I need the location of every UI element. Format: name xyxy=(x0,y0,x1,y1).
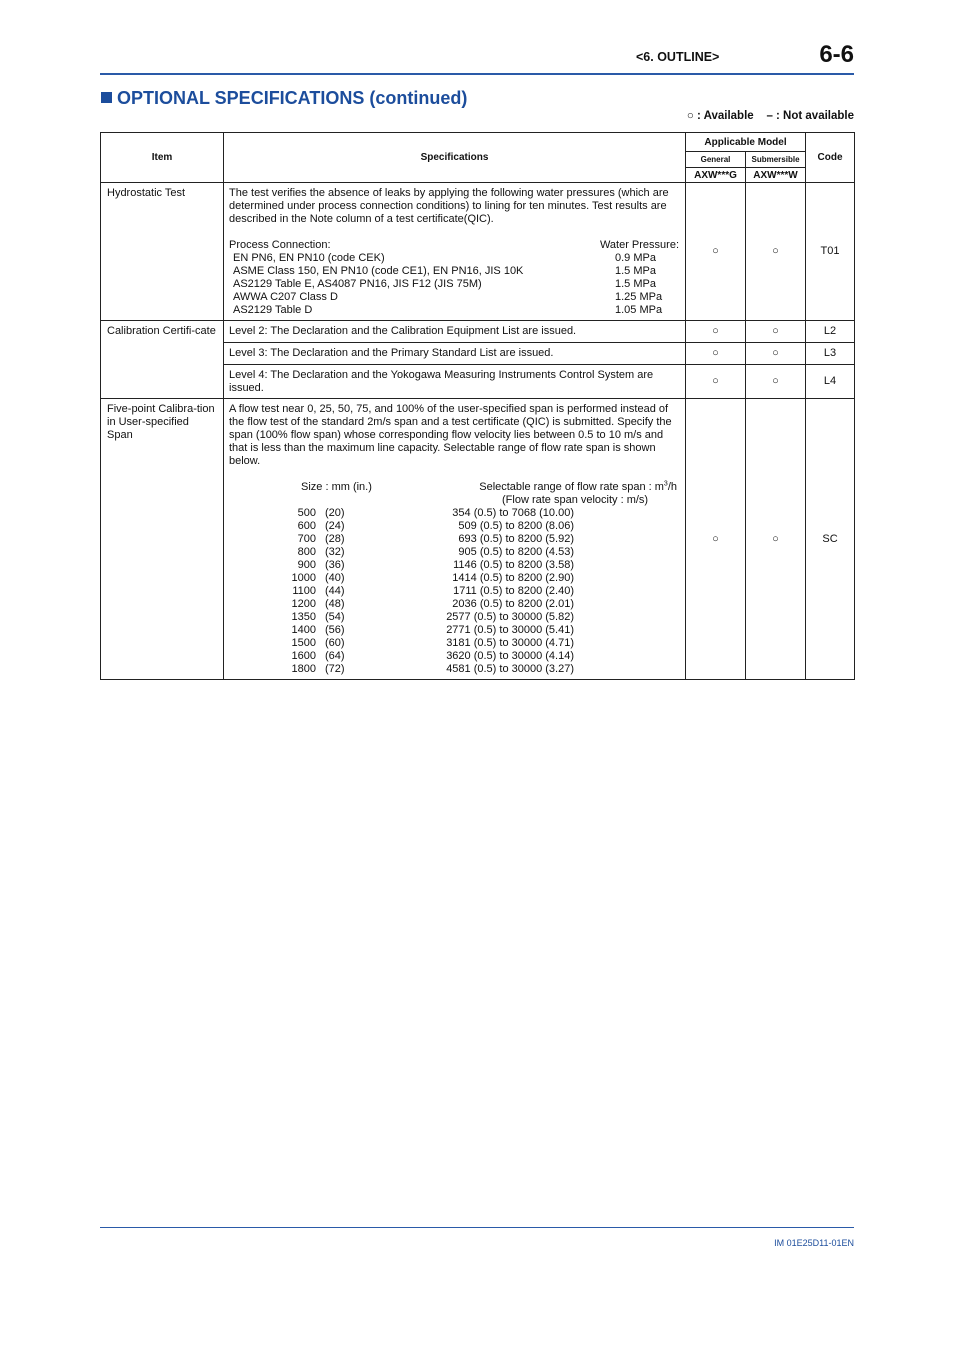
hydrostatic-description: The test verifies the absence of leaks by applying the following water pressures (which are determined under process connection conditions) to lining for ten minutes. Test results are described in the Note column of a test certificate(QIC). xyxy=(229,187,669,225)
size-mm: 1600 xyxy=(291,650,316,662)
flow-range: 3181 (0.5) to 30000 (4.71) xyxy=(446,637,574,649)
flow-range: 2036 (0.5) to 8200 (2.01) xyxy=(452,598,574,610)
header-specifications: Specifications xyxy=(224,133,686,183)
span-rows xyxy=(229,507,679,676)
section-title xyxy=(101,88,467,109)
table-row xyxy=(229,637,679,650)
process-connection-label: Process Connection: xyxy=(229,239,331,251)
water-pressure-label: Water Pressure: xyxy=(599,239,679,251)
range-unit-end: /h xyxy=(667,481,677,493)
flow-range: 1146 (0.5) to 8200 (3.58) xyxy=(453,559,574,571)
size-inch: (64) xyxy=(325,650,345,662)
size-inch: (40) xyxy=(325,572,345,584)
spec-hydrostatic xyxy=(224,183,686,321)
range-unit-superscript: 3 xyxy=(663,480,668,488)
table-row xyxy=(229,559,679,572)
velocity-label: (Flow rate span velocity : m/s) xyxy=(502,494,649,506)
header-item: Item xyxy=(101,133,224,183)
table-row xyxy=(229,624,679,637)
size-mm: 1000 xyxy=(291,572,316,584)
legend-not-available: – : Not available xyxy=(766,110,854,122)
size-inch: (60) xyxy=(325,637,345,649)
table-row xyxy=(229,546,679,559)
range-label-text: Selectable range of flow rate span : m xyxy=(479,481,664,493)
spec-five-point xyxy=(224,399,686,680)
size-inch: (72) xyxy=(325,663,345,675)
hydrostatic-labels xyxy=(229,239,679,252)
table-row xyxy=(229,507,679,520)
table-row xyxy=(229,611,679,624)
spec-calibration-l2: Level 2: The Declaration and the Calibration Equipment List are issued. xyxy=(224,321,686,343)
available-mark: ○ xyxy=(686,399,746,680)
table-row xyxy=(229,598,679,611)
flow-range: 509 (0.5) to 8200 (8.06) xyxy=(458,520,574,532)
option-code: L3 xyxy=(806,343,855,365)
available-mark: ○ xyxy=(746,321,806,343)
available-mark: ○ xyxy=(686,365,746,399)
size-inch: (28) xyxy=(325,533,345,545)
flow-range: 2577 (0.5) to 30000 (5.82) xyxy=(446,611,574,623)
available-mark: ○ xyxy=(746,343,806,365)
range-label xyxy=(479,481,677,494)
size-inch: (44) xyxy=(325,585,345,597)
flow-range: 905 (0.5) to 8200 (4.53) xyxy=(458,546,574,558)
connection-text: AWWA C207 Class D xyxy=(233,291,338,303)
size-label: Size : mm (in.) xyxy=(301,481,372,493)
connection-text: AS2129 Table D xyxy=(233,304,313,316)
flow-range: 1711 (0.5) to 8200 (2.40) xyxy=(453,585,574,597)
table-row xyxy=(229,650,679,663)
size-mm: 500 xyxy=(297,507,316,519)
size-mm: 1500 xyxy=(291,637,316,649)
pressure-text: 1.5 MPa xyxy=(615,265,656,277)
optional-specifications-table xyxy=(100,132,855,680)
size-mm: 1100 xyxy=(292,585,316,597)
list-item xyxy=(229,291,679,304)
table-row xyxy=(229,533,679,546)
available-mark: ○ xyxy=(686,183,746,321)
span-table-header xyxy=(229,481,679,507)
size-inch: (48) xyxy=(325,598,345,610)
connection-text: AS2129 Table E, AS4087 PN16, JIS F12 (JIS 75M) xyxy=(233,278,482,290)
document-number: IM 01E25D11-01EN xyxy=(774,1238,854,1248)
header-model-submersible: AXW***W xyxy=(746,168,806,183)
table-row-hydrostatic xyxy=(101,183,855,321)
available-mark: ○ xyxy=(746,365,806,399)
header-general: General xyxy=(686,152,746,168)
size-inch: (32) xyxy=(325,546,345,558)
size-mm: 600 xyxy=(297,520,316,532)
flow-range: 693 (0.5) to 8200 (5.92) xyxy=(458,533,574,545)
connection-text: EN PN6, EN PN10 (code CEK) xyxy=(233,252,385,264)
list-item xyxy=(229,304,679,317)
table-row xyxy=(229,520,679,533)
legend-available: ○ : Available xyxy=(686,110,754,122)
section-header: <6. OUTLINE> xyxy=(636,50,720,64)
five-point-description: A flow test near 0, 25, 50, 75, and 100% of the user-specified span is performed instead of the flow test of the standard 2m/s span and a test certificate (QIC) is submitted. Specify the span (100% flow span) whose corresponding flow velocity lies between 0.5 to 10 m/s and that is less than the maximum line capacity. Selectable range of flow rate span is shown below. xyxy=(229,403,672,467)
header-code: Code xyxy=(806,133,855,183)
pressure-text: 0.9 MPa xyxy=(615,252,656,264)
pressure-text: 1.25 MPa xyxy=(615,291,663,303)
section-title-text: OPTIONAL SPECIFICATIONS (continued) xyxy=(117,88,468,108)
pressure-text: 1.05 MPa xyxy=(615,304,663,316)
size-mm: 700 xyxy=(297,533,316,545)
square-bullet-icon xyxy=(101,92,112,103)
flow-range: 354 (0.5) to 7068 (10.00) xyxy=(452,507,574,519)
option-code: SC xyxy=(806,399,855,680)
flow-range: 3620 (0.5) to 30000 (4.14) xyxy=(446,650,574,662)
available-mark: ○ xyxy=(746,183,806,321)
table-row xyxy=(229,663,679,676)
legend xyxy=(687,110,854,122)
footer-rule xyxy=(100,1227,854,1228)
available-mark: ○ xyxy=(686,343,746,365)
size-inch: (36) xyxy=(325,559,345,571)
size-inch: (54) xyxy=(325,611,345,623)
available-mark: ○ xyxy=(746,399,806,680)
header-model-general: AXW***G xyxy=(686,168,746,183)
pressure-text: 1.5 MPa xyxy=(615,278,656,290)
available-mark: ○ xyxy=(686,321,746,343)
option-code: L2 xyxy=(806,321,855,343)
page-number: 6-6 xyxy=(819,41,854,68)
size-mm: 1400 xyxy=(291,624,316,636)
flow-range: 4581 (0.5) to 30000 (3.27) xyxy=(446,663,574,675)
list-item xyxy=(229,278,679,291)
item-calibration-text: Calibration Certifi-cate xyxy=(107,325,216,337)
item-hydrostatic: Hydrostatic Test xyxy=(101,183,224,321)
size-inch: (20) xyxy=(325,507,345,519)
connection-text: ASME Class 150, EN PN10 (code CE1), EN PN16, JIS 10K xyxy=(233,265,524,277)
table-row-five-point xyxy=(101,399,855,680)
header-applicable-model: Applicable Model xyxy=(686,133,806,152)
size-mm: 1350 xyxy=(291,611,316,623)
flow-range: 1414 (0.5) to 8200 (2.90) xyxy=(452,572,574,584)
table-row-calibration-l2 xyxy=(101,321,855,343)
flow-range: 2771 (0.5) to 30000 (5.41) xyxy=(446,624,574,636)
size-mm: 900 xyxy=(297,559,316,571)
option-code: T01 xyxy=(806,183,855,321)
spec-calibration-l3: Level 3: The Declaration and the Primary Standard List are issued. xyxy=(224,343,686,365)
size-mm: 1800 xyxy=(291,663,316,675)
header-submersible: Submersible xyxy=(746,152,806,168)
item-five-point: Five-point Calibra-tion in User-specified Span xyxy=(101,399,224,680)
list-item xyxy=(229,252,679,265)
list-item xyxy=(229,265,679,278)
size-mm: 800 xyxy=(297,546,316,558)
option-code: L4 xyxy=(806,365,855,399)
spec-calibration-l4: Level 4: The Declaration and the Yokogawa Measuring Instruments Control System are issued. xyxy=(224,365,686,399)
item-calibration xyxy=(101,321,224,399)
table-row xyxy=(229,585,679,598)
size-inch: (24) xyxy=(325,520,345,532)
header-rule xyxy=(100,73,854,75)
size-inch: (56) xyxy=(325,624,345,636)
size-mm: 1200 xyxy=(291,598,316,610)
table-row xyxy=(229,572,679,585)
